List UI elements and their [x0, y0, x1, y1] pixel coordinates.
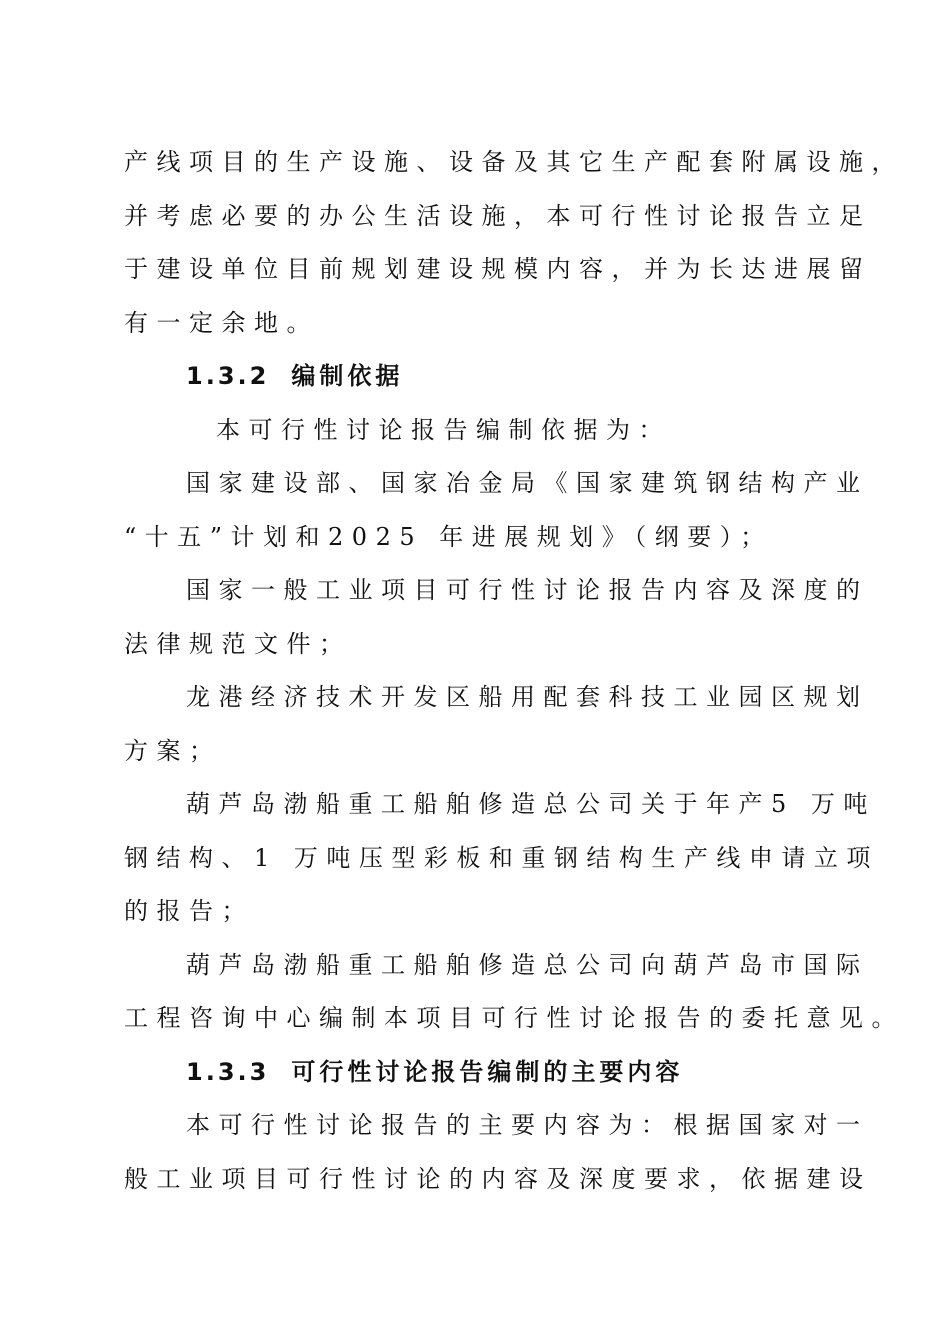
list-item-line: 葫芦岛渤船重工船舶修造总公司向葫芦岛市国际 [186, 950, 869, 979]
section-title: 编制依据 [291, 362, 404, 390]
section-heading-1-3-2 [124, 350, 834, 404]
section-title: 可行性讨论报告编制的主要内容 [291, 1057, 684, 1086]
list-item-line: 的报告； [124, 897, 254, 925]
document-body [124, 136, 904, 1206]
list-item-line: 葫芦岛渤船重工船舶修造总公司关于年产5 万吨 [186, 790, 876, 818]
list-item-line: 钢结构、1 万吨压型彩板和重钢结构生产线申请立项 [124, 843, 879, 872]
section-heading-1-3-3 [124, 1046, 834, 1100]
paragraph-line: 并考虑必要的办公生活设施，本可行性讨论报告立足 [124, 201, 872, 230]
list-item-line: 国家一般工业项目可行性讨论报告内容及深度的 [186, 576, 869, 604]
paragraph-line: 有一定余地。 [124, 308, 319, 337]
section-number: 1.3.3 [186, 1057, 270, 1086]
paragraph-line: 般工业项目可行性讨论的内容及深度要求，依据建设 [124, 1164, 872, 1193]
list-item-line: “十五”计划和2025 年进展规划》（纲要）； [124, 522, 773, 551]
list-item-line: 法律规范文件； [124, 629, 352, 658]
paragraph-line: 产线项目的生产设施、设备及其它生产配套附属设施， [124, 148, 904, 176]
paragraph-line: 本可行性讨论报告编制依据为： [216, 415, 671, 444]
paragraph-line: 于建设单位目前规划建设规模内容，并为长达进展留 [124, 255, 872, 283]
list-item-line: 国家建设部、国家冶金局《国家建筑钢结构产业 [186, 469, 869, 497]
list-item-line: 龙港经济技术开发区船用配套科技工业园区规划 [186, 683, 869, 711]
list-item-line: 方案； [124, 736, 222, 765]
paragraph-line: 本可行性讨论报告的主要内容为：根据国家对一 [186, 1111, 869, 1139]
section-number: 1.3.2 [186, 362, 270, 390]
list-item-line: 工程咨询中心编制本项目可行性讨论报告的委托意见。 [124, 1004, 904, 1032]
